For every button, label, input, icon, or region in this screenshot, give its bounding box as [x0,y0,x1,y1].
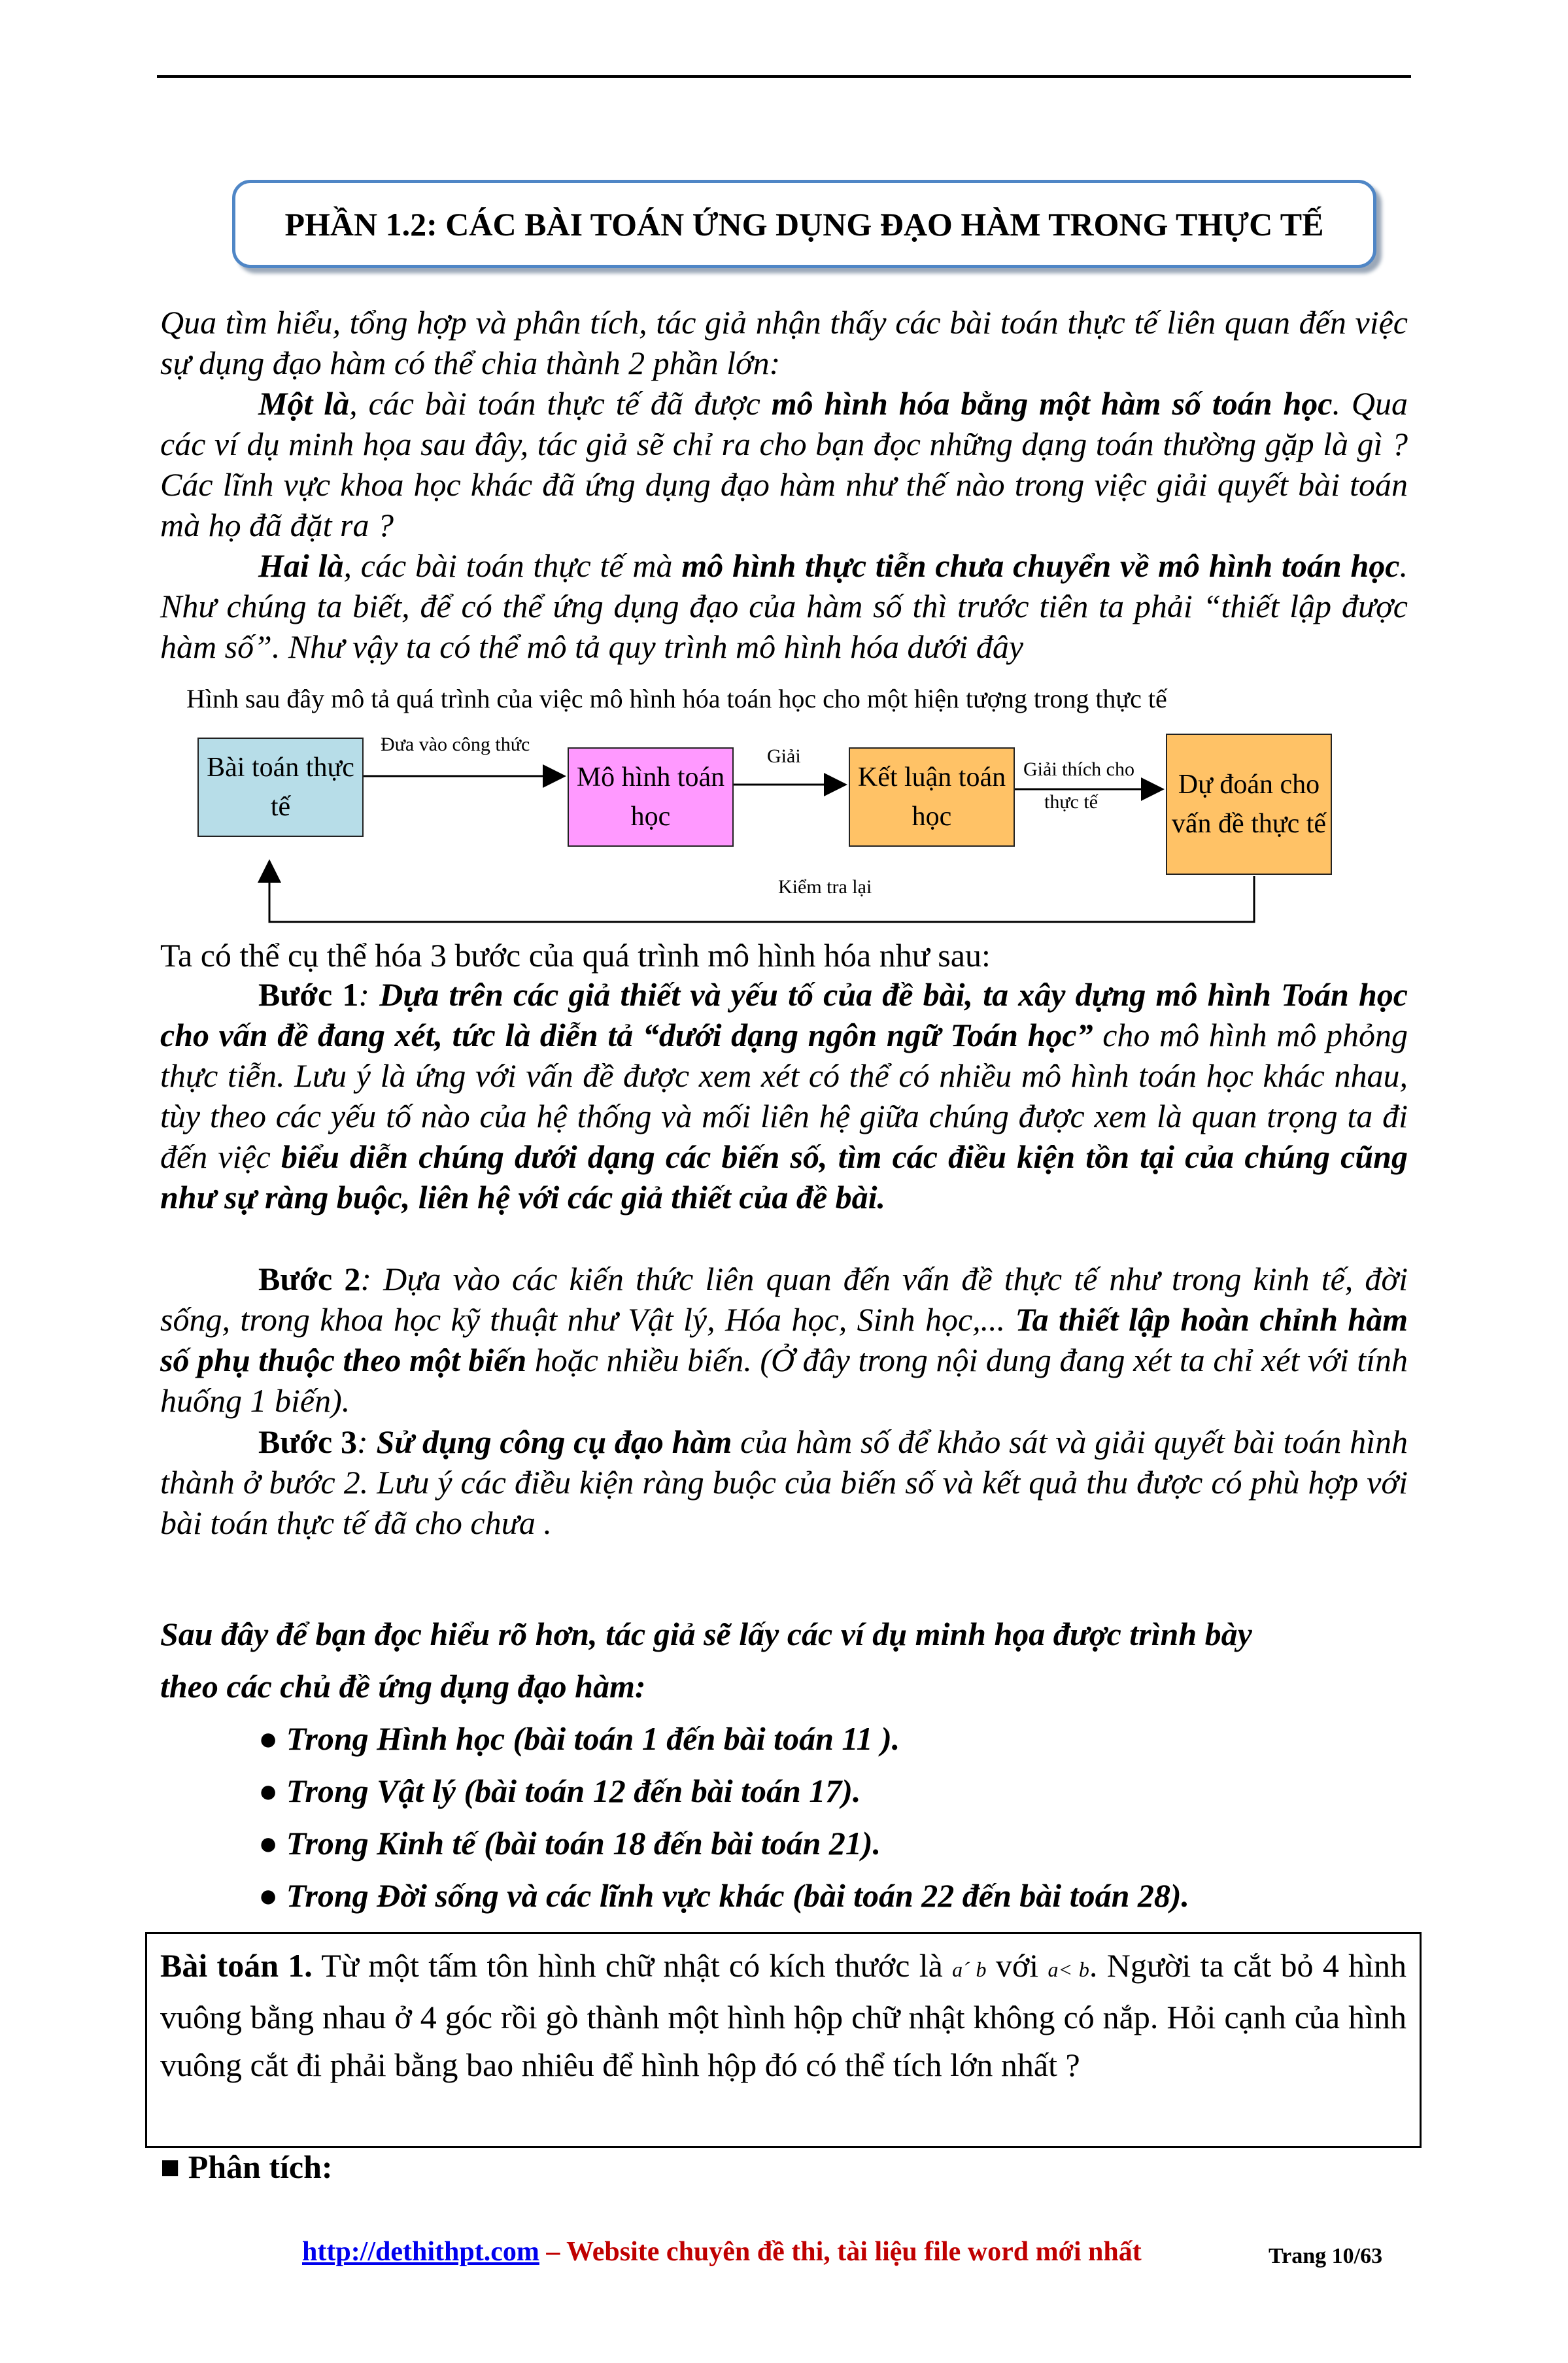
step-three-bold: Sử dụng công cụ đạo hàm [376,1423,732,1460]
part-two-rest: . Như chúng ta biết, để có thể ứng dụng đạo của hàm số thì trước tiên ta phải “thiết lập được hàm số”. Như vậy ta có thể mô tả quy trình mô hình hóa dưới đây [160,547,1408,665]
part-two-paragraph [160,545,1408,667]
diagram-caption: Hình sau đây mô tả quá trình của việc mô hình hóa toán học cho một hiện tượng trong thực tế [186,684,1167,713]
topics-intro-line1: Sau đây để bạn đọc hiểu rõ hơn, tác giả sẽ lấy các ví dụ minh họa được trình bày [160,1616,1252,1652]
part-one-bold: mô hình hóa bằng một hàm số toán học [771,385,1333,422]
analysis-heading: ■ Phân tích: [160,2149,333,2185]
part-one-text: , các bài toán thực tế đã được [349,385,772,422]
step-one-paragraph: Bước 1: Dựa trên các giả thiết và yếu tố của đề bài, ta xây dựng mô hình Toán học cho vấn đề đang xét, tức là diễn tả “dưới dạng ngôn ngữ Toán học” cho mô hình mô phỏng thực tiễn. Lưu ý là ứng với vấn đề được xem xét có thể có nhiều mô hình toán học khác nhau, tùy theo các yếu tố nào của hệ thống và mối liên hệ giữa chúng được xem là quan trọng ta đi đến việc biểu diễn chúng dưới dạng các biến số, tìm các điều kiện tồn tại của chúng cũng như sự ràng buộc, liên hệ với các giả thiết của đề bài. [160,976,1408,1216]
step-three-text: của hàm số để khảo sát và giải quyết bài toán hình thành ở bước 2. Lưu ý các điều kiện ràng buộc của biến số và kết quả thu được có phù hợp với bài toán thực tế đã cho chưa . [160,1423,1408,1541]
step-one-label: Bước 1 [258,976,359,1013]
steps-intro: Ta có thể cụ thể hóa 3 bước của quá trình mô hình hóa như sau: [160,937,991,974]
part-one-lead: Một là [258,385,350,422]
step-one-bold-end: biểu diễn chúng dưới dạng các biến số, tìm các điều kiện tồn tại của chúng cũng như sự ràng buộc, liên hệ với các giả thiết của đề bài. [160,1138,1408,1216]
label-interpret-2: thực tế [1044,791,1099,813]
top-rule [157,75,1411,78]
topic-item-geometry: ● Trong Hình học (bài toán 1 đến bài toán 11 ). [258,1720,900,1757]
label-check: Kiểm tra lại [778,876,872,898]
topic-item-physics: ● Trong Vật lý (bài toán 12 đến bài toán 17). [258,1773,861,1809]
step-three-label: Bước 3 [258,1423,358,1460]
step-two-text: Dựa vào các kiến thức liên quan đến vấn đề thực tế như trong kinh tế, đời sống, trong khoa học kỹ thuật như Vật lý, Hóa học, Sinh học,... [160,1261,1408,1338]
box-math-model: Mô hình toán học [568,747,734,847]
part-one-paragraph [160,383,1408,545]
problem-1-text-2: với [986,1947,1048,1984]
feedback-arrow [269,863,1254,922]
step-two-label: Bước 2 [258,1261,361,1297]
topics-intro-line2: theo các chủ đề ứng dụng đạo hàm: [160,1668,646,1705]
part-two-text: , các bài toán thực tế mà [343,547,682,584]
problem-1-box [145,1932,1422,2148]
page-number: Trang 10/63 [1269,2244,1383,2268]
label-formula: Đưa vào công thức [381,734,530,755]
section-title: PHẦN 1.2: CÁC BÀI TOÁN ỨNG DỤNG ĐẠO HÀM TRONG THỰC TẾ [232,180,1376,268]
problem-1-math-condition: a< b [1048,1958,1089,1981]
box-real-problem: Bài toán thực tế [197,738,364,837]
intro-paragraph: Qua tìm hiểu, tổng hợp và phân tích, tác giả nhận thấy các bài toán thực tế liên quan đến việc sự dụng đạo hàm có thể chia thành 2 phần lớn: [160,304,1408,381]
problem-1-text: Từ một tấm tôn hình chữ nhật có kích thước là [312,1947,953,1984]
label-interpret: Giải thích cho [1023,758,1134,780]
topic-item-life: ● Trong Đời sống và các lĩnh vực khác (bài toán 22 đến bài toán 28). [258,1877,1190,1914]
problem-1-text-3: . Người ta cắt bỏ 4 hình vuông bằng nhau ở 4 góc rồi gò thành một hình hộp chữ nhật không có nắp. Hỏi cạnh của hình vuông cắt đi phải bằng bao nhiêu để hình hộp đó có thể tích lớn nhất ? [160,1947,1407,2083]
footer-line [302,2236,1142,2268]
box-prediction: Dự đoán cho vấn đề thực tế [1166,734,1332,875]
label-solve: Giải [767,745,801,767]
step-two-rest: hoặc nhiều biến. (Ở đây trong nội dung đang xét ta chỉ xét với tính huống 1 biến). [160,1342,1408,1419]
footer-text: – Website chuyên đề thi, tài liệu file word mới nhất [539,2237,1142,2267]
topic-item-economics: ● Trong Kinh tế (bài toán 18 đến bài toán 21). [258,1825,881,1862]
part-two-bold: mô hình thực tiễn chưa chuyển về mô hình toán học [681,547,1400,584]
part-two-lead: Hai là [258,547,344,584]
step-two-paragraph: Bước 2: Dựa vào các kiến thức liên quan đến vấn đề thực tế như trong kinh tế, đời sống, trong khoa học kỹ thuật như Vật lý, Hóa học, Sinh học,... Ta thiết lập hoàn chỉnh hàm số phụ thuộc theo một biến hoặc nhiều biến. (Ở đây trong nội dung đang xét ta chỉ xét với tính huống 1 biến). [160,1261,1408,1419]
step-one-text: cho mô hình mô phỏng thực tiễn. Lưu ý là ứng với vấn đề được xem xét có thể có nhiều mô hình toán học khác nhau, tùy theo các yếu tố nào của hệ thống và mối liên hệ giữa chúng được xem là quan trọng ta đi đến việc [160,1017,1408,1175]
step-one-bold: Dựa trên các giả thiết và yếu tố của đề bài, ta xây dựng mô hình Toán học cho vấn đề đang xét, tức là diễn tả “dưới dạng ngôn ngữ Toán học” [160,976,1408,1053]
step-two-bold: Ta thiết lập hoàn chỉnh hàm số phụ thuộc theo một biến [160,1301,1408,1378]
footer-link[interactable]: http://dethithpt.com [302,2237,539,2267]
box-math-conclusion: Kết luận toán học [849,747,1015,847]
problem-1-label: Bài toán 1. [160,1947,313,1984]
part-one-rest: . Qua các ví dụ minh họa sau đây, tác giả sẽ chỉ ra cho bạn đọc những dạng toán thường gặp là gì ? Các lĩnh vực khoa học khác đã ứng dụng đạo hàm như thế nào trong việc giải quyết bài toán mà họ đã đặt ra ? [160,385,1408,543]
problem-1-math-size: a´ b [952,1958,987,1981]
step-three-paragraph: Bước 3: Sử dụng công cụ đạo hàm của hàm số để khảo sát và giải quyết bài toán hình thành ở bước 2. Lưu ý các điều kiện ràng buộc của biến số và kết quả thu được có phù hợp với bài toán thực tế đã cho chưa . [160,1423,1408,1541]
